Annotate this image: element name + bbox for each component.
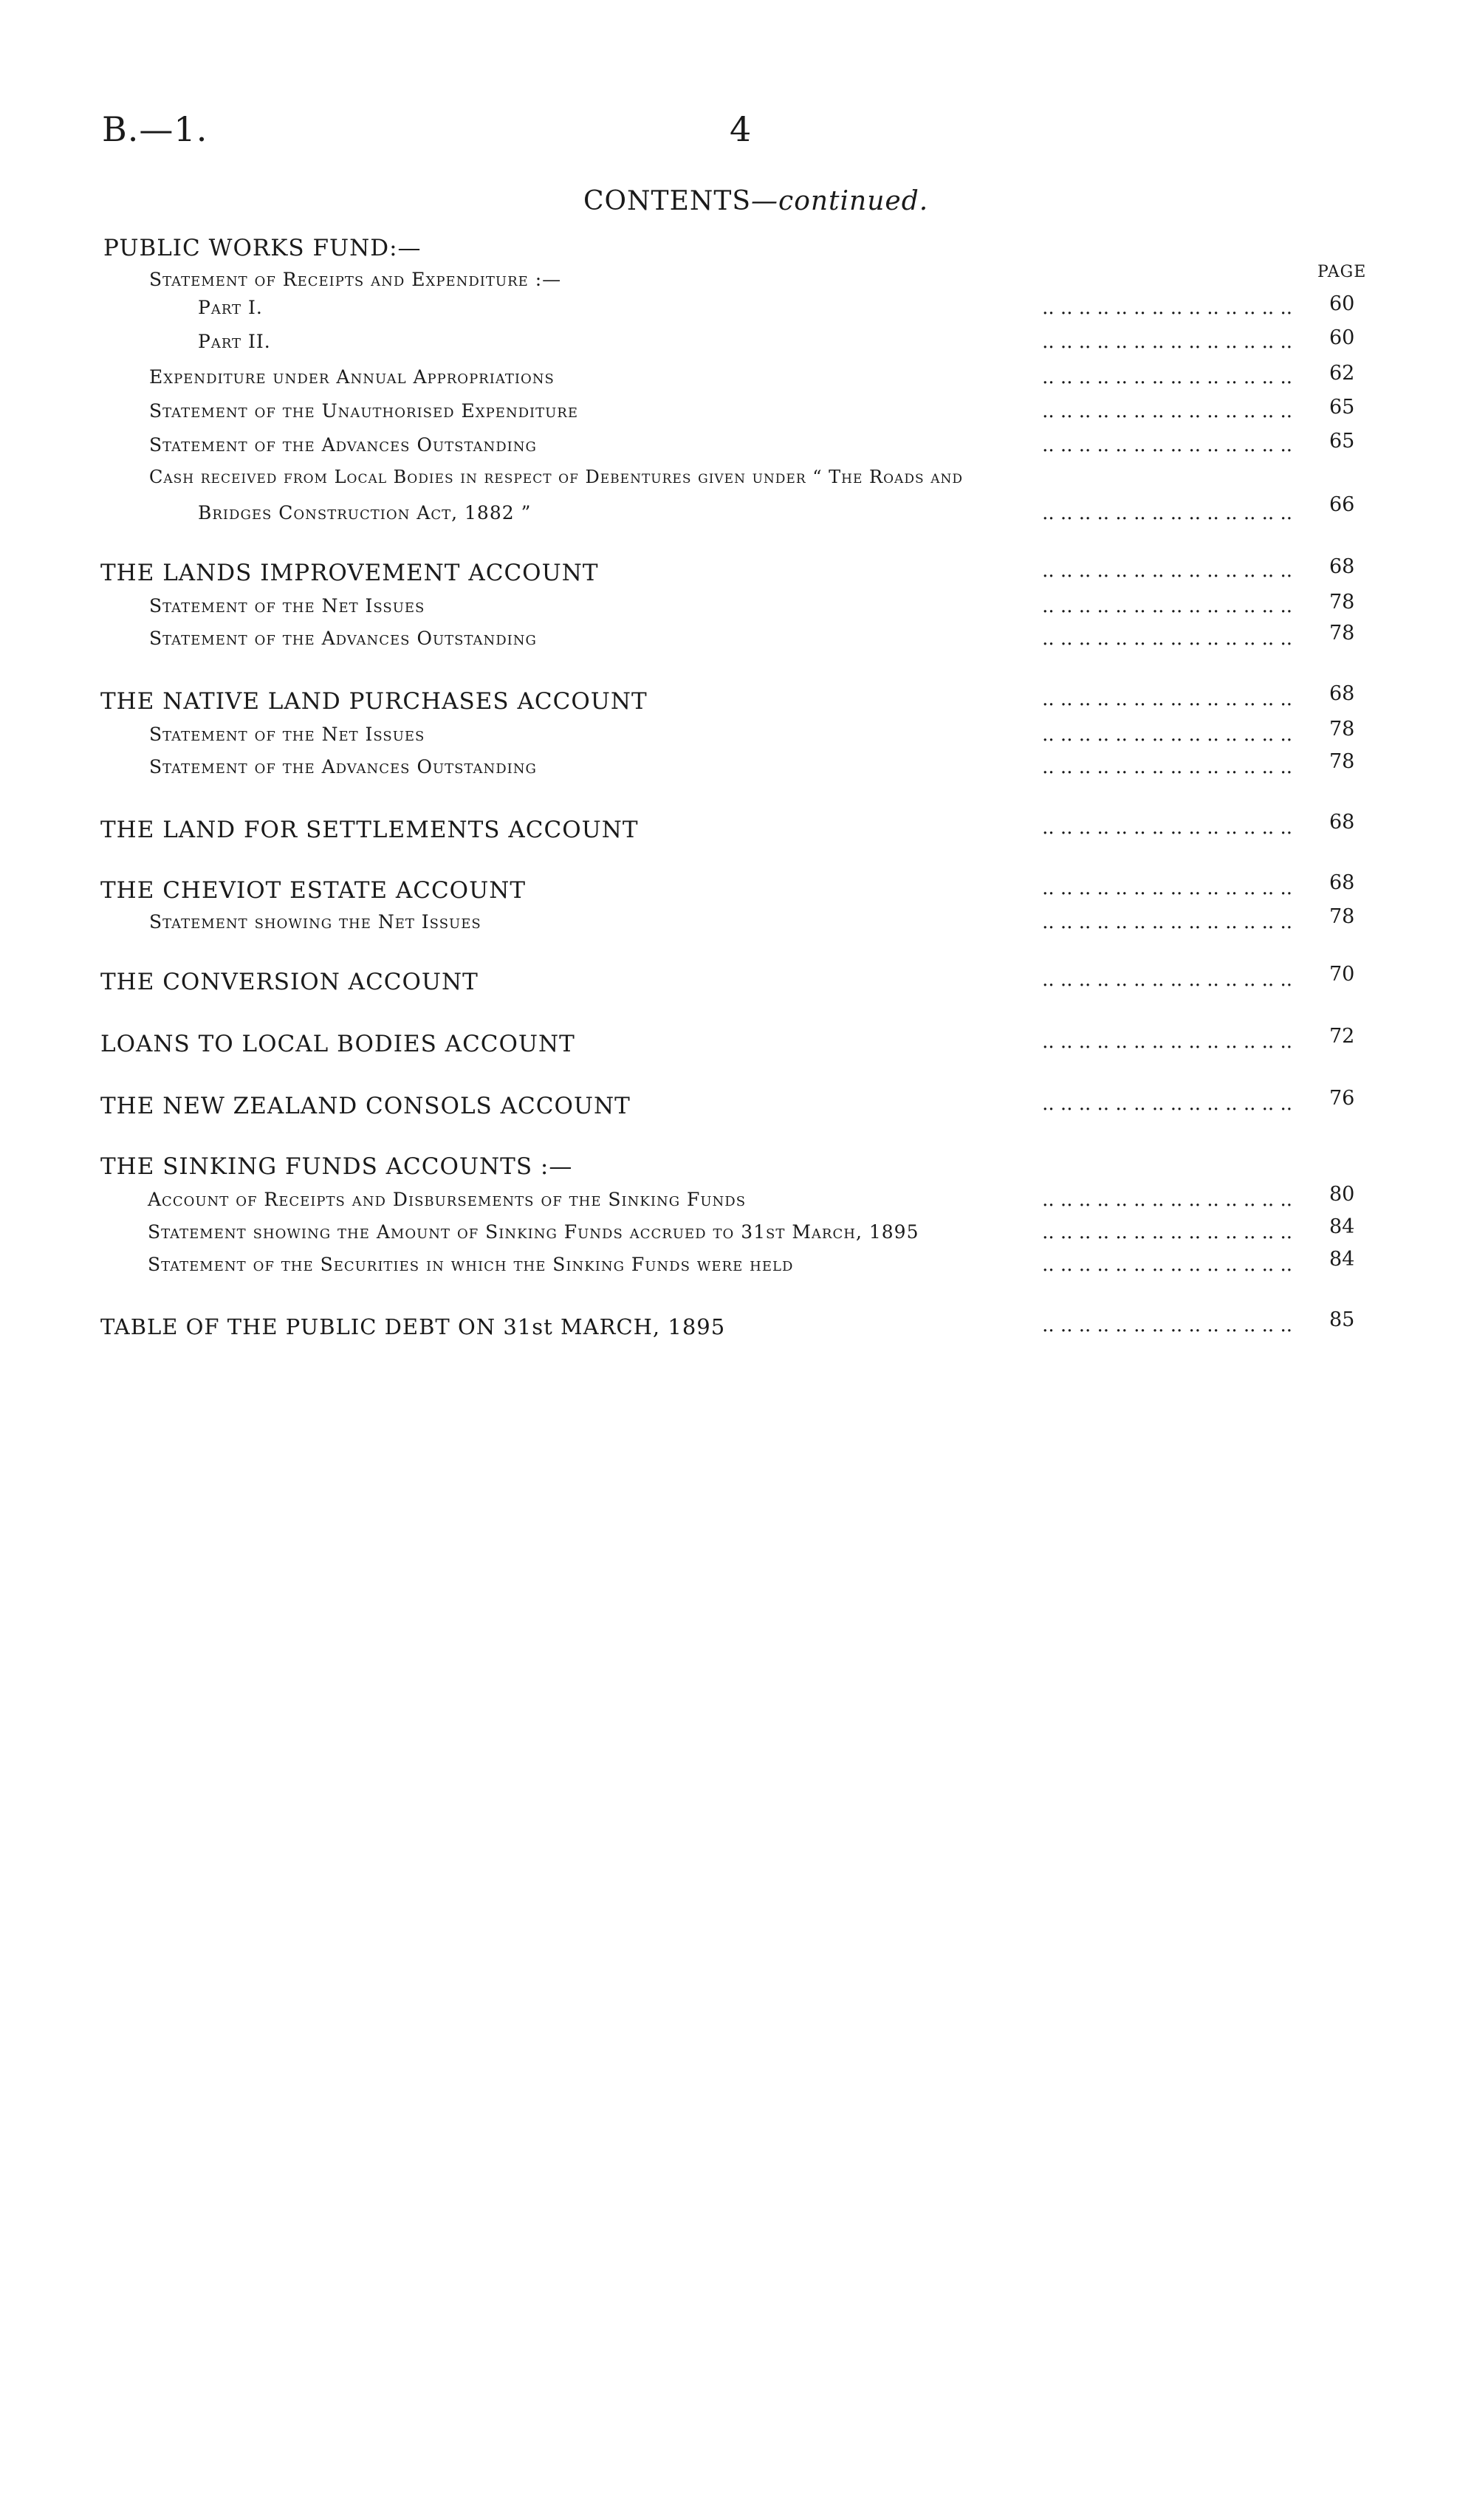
toc-entry: [0, 682, 1474, 721]
dot-leader: .. .. .. .. .. .. .. .. .. .. .. .. .. ..: [1042, 1093, 1292, 1115]
toc-entry-label: Statement of the Advances Outstanding: [149, 628, 537, 649]
toc-entry-page: 78: [1329, 622, 1355, 645]
toc-entry: [0, 326, 1474, 363]
toc-entry-page: 66: [1329, 493, 1355, 516]
toc-entry: [0, 811, 1474, 849]
toc-entry-label: Statement of the Unauthorised Expenditure: [149, 400, 578, 422]
toc-section-title: THE LANDS IMPROVEMENT ACCOUNT: [100, 560, 599, 586]
dot-leader: .. .. .. .. .. .. .. .. .. .. .. .. .. ..: [1042, 1189, 1292, 1211]
toc-entry-page: 65: [1329, 396, 1355, 419]
contents-title-suffix: —continued.: [751, 186, 929, 216]
dot-leader: .. .. .. .. .. .. .. .. .. .. .. .. .. ..: [1042, 331, 1292, 353]
toc-entry-page: 68: [1329, 871, 1355, 894]
toc-entry-label: Statement of the Advances Outstanding: [149, 756, 537, 777]
toc-entry: [0, 718, 1474, 756]
dot-leader: .. .. .. .. .. .. .. .. .. .. .. .. .. ..: [1042, 297, 1292, 319]
toc-entry: [0, 905, 1474, 944]
toc-entry-page: 76: [1329, 1087, 1355, 1110]
toc-entry-page: 60: [1329, 326, 1355, 349]
toc-entry: [0, 555, 1474, 592]
toc-entry-label: Statement of the Securities in which the Sinking Funds were held: [148, 1254, 794, 1275]
toc-entry-page: 84: [1329, 1215, 1355, 1238]
dot-leader: .. .. .. .. .. .. .. .. .. .. .. .. .. ..: [1042, 595, 1292, 617]
dot-leader: .. .. .. .. .. .. .. .. .. .. .. .. .. ..: [1042, 817, 1292, 839]
toc-entry: [0, 493, 1474, 535]
dot-leader: .. .. .. .. .. .. .. .. .. .. .. .. .. ..: [1042, 502, 1292, 524]
toc-section-title: THE CONVERSION ACCOUNT: [100, 969, 479, 995]
toc-entry-page: 68: [1329, 811, 1355, 834]
dot-leader: .. .. .. .. .. .. .. .. .. .. .. .. .. ..: [1042, 400, 1292, 422]
toc-entry-label: Cash received from Local Bodies in respect of Debentures given under “ The Roads and: [149, 467, 964, 487]
toc-section-heading: [0, 235, 1474, 267]
dot-leader: .. .. .. .. .. .. .. .. .. .. .. .. .. ..: [1042, 688, 1292, 710]
toc-entry: [0, 292, 1474, 329]
dot-leader: .. .. .. .. .. .. .. .. .. .. .. .. .. ..: [1042, 756, 1292, 778]
dot-leader: .. .. .. .. .. .. .. .. .. .. .. .. .. ..: [1042, 1314, 1292, 1336]
toc-entry-page: 78: [1329, 718, 1355, 741]
document-reference: B.—1.: [102, 109, 208, 149]
contents-heading: [583, 186, 928, 216]
toc-entry: [0, 963, 1474, 1001]
dot-leader: .. .. .. .. .. .. .. .. .. .. .. .. .. ..: [1042, 366, 1292, 388]
dot-leader: .. .. .. .. .. .. .. .. .. .. .. .. .. ..: [1042, 1254, 1292, 1276]
toc-entry-label: Expenditure under Annual Appropriations: [149, 366, 555, 388]
toc-entry-page: 84: [1329, 1248, 1355, 1271]
toc-entry: [0, 1025, 1474, 1063]
toc-entry-label: Part I.: [198, 297, 263, 318]
toc-entry-page: 85: [1329, 1308, 1355, 1331]
toc-entry-line: [0, 467, 1474, 499]
dot-leader: .. .. .. .. .. .. .. .. .. .. .. .. .. ..: [1042, 724, 1292, 746]
public-works-fund-title: PUBLIC WORKS FUND:—: [103, 235, 422, 261]
toc-entry-page: 78: [1329, 905, 1355, 928]
toc-entry: [0, 622, 1474, 660]
toc-entry-page: 72: [1329, 1025, 1355, 1048]
contents-title: CONTENTS: [583, 186, 752, 216]
toc-entry: [0, 1308, 1474, 1347]
toc-entry-label: Statement of the Net Issues: [149, 724, 425, 745]
toc-entry-page: 65: [1329, 430, 1355, 453]
toc-entry: [0, 1183, 1474, 1221]
toc-entry: [0, 591, 1474, 628]
receipts-expenditure-heading: Statement of Receipts and Expenditure :—: [149, 269, 562, 290]
toc-entry-label: Statement of the Advances Outstanding: [149, 434, 537, 456]
toc-entry-page: 68: [1329, 555, 1355, 578]
toc-entry: [0, 396, 1474, 433]
dot-leader: .. .. .. .. .. .. .. .. .. .. .. .. .. ..: [1042, 628, 1292, 650]
toc-entry-label: Bridges Construction Act, 1882 ”: [198, 502, 532, 523]
toc-entry: [0, 362, 1474, 399]
toc-entry-page: 80: [1329, 1183, 1355, 1206]
toc-entry: [0, 430, 1474, 467]
toc-entry-label: Account of Receipts and Disbursements of the Sinking Funds: [148, 1189, 747, 1210]
toc-entry-label: Part II.: [198, 331, 271, 352]
toc-entry: [0, 1248, 1474, 1286]
toc-entry-page: 60: [1329, 292, 1355, 315]
toc-entry-label: Statement showing the Amount of Sinking Funds accrued to 31st March, 1895: [148, 1221, 919, 1243]
toc-entry-page: 78: [1329, 591, 1355, 614]
toc-section-title: THE CHEVIOT ESTATE ACCOUNT: [100, 877, 527, 904]
dot-leader: .. .. .. .. .. .. .. .. .. .. .. .. .. ..: [1042, 969, 1292, 991]
page-column-label: PAGE: [1317, 263, 1367, 281]
dot-leader: .. .. .. .. .. .. .. .. .. .. .. .. .. ..: [1042, 1221, 1292, 1243]
toc-section-title: THE LAND FOR SETTLEMENTS ACCOUNT: [100, 817, 639, 843]
toc-entry-page: 78: [1329, 750, 1355, 773]
toc-entry: [0, 1087, 1474, 1125]
dot-leader: .. .. .. .. .. .. .. .. .. .. .. .. .. ..: [1042, 434, 1292, 456]
toc-section-title: TABLE OF THE PUBLIC DEBT ON 31st MARCH, 1895: [100, 1314, 726, 1339]
toc-entry: [0, 750, 1474, 789]
toc-entry-page: 70: [1329, 963, 1355, 986]
dot-leader: .. .. .. .. .. .. .. .. .. .. .. .. .. ..: [1042, 560, 1292, 582]
toc-entry-page: 68: [1329, 682, 1355, 705]
toc-section-title: LOANS TO LOCAL BODIES ACCOUNT: [100, 1031, 575, 1057]
toc-entry-page: 62: [1329, 362, 1355, 385]
toc-section-title: THE NEW ZEALAND CONSOLS ACCOUNT: [100, 1093, 631, 1119]
dot-leader: .. .. .. .. .. .. .. .. .. .. .. .. .. ..: [1042, 911, 1292, 933]
page-number: 4: [730, 109, 752, 149]
toc-entry: [0, 871, 1474, 910]
sinking-funds-title: THE SINKING FUNDS ACCOUNTS :—: [100, 1153, 573, 1180]
dot-leader: .. .. .. .. .. .. .. .. .. .. .. .. .. ..: [1042, 877, 1292, 899]
dot-leader: .. .. .. .. .. .. .. .. .. .. .. .. .. ..: [1042, 1031, 1292, 1053]
toc-entry-label: Statement showing the Net Issues: [149, 911, 481, 933]
toc-entry-label: Statement of the Net Issues: [149, 595, 425, 617]
toc-section-title: THE NATIVE LAND PURCHASES ACCOUNT: [100, 688, 648, 715]
toc-section-heading: [0, 1153, 1474, 1186]
toc-entry: [0, 1215, 1474, 1254]
